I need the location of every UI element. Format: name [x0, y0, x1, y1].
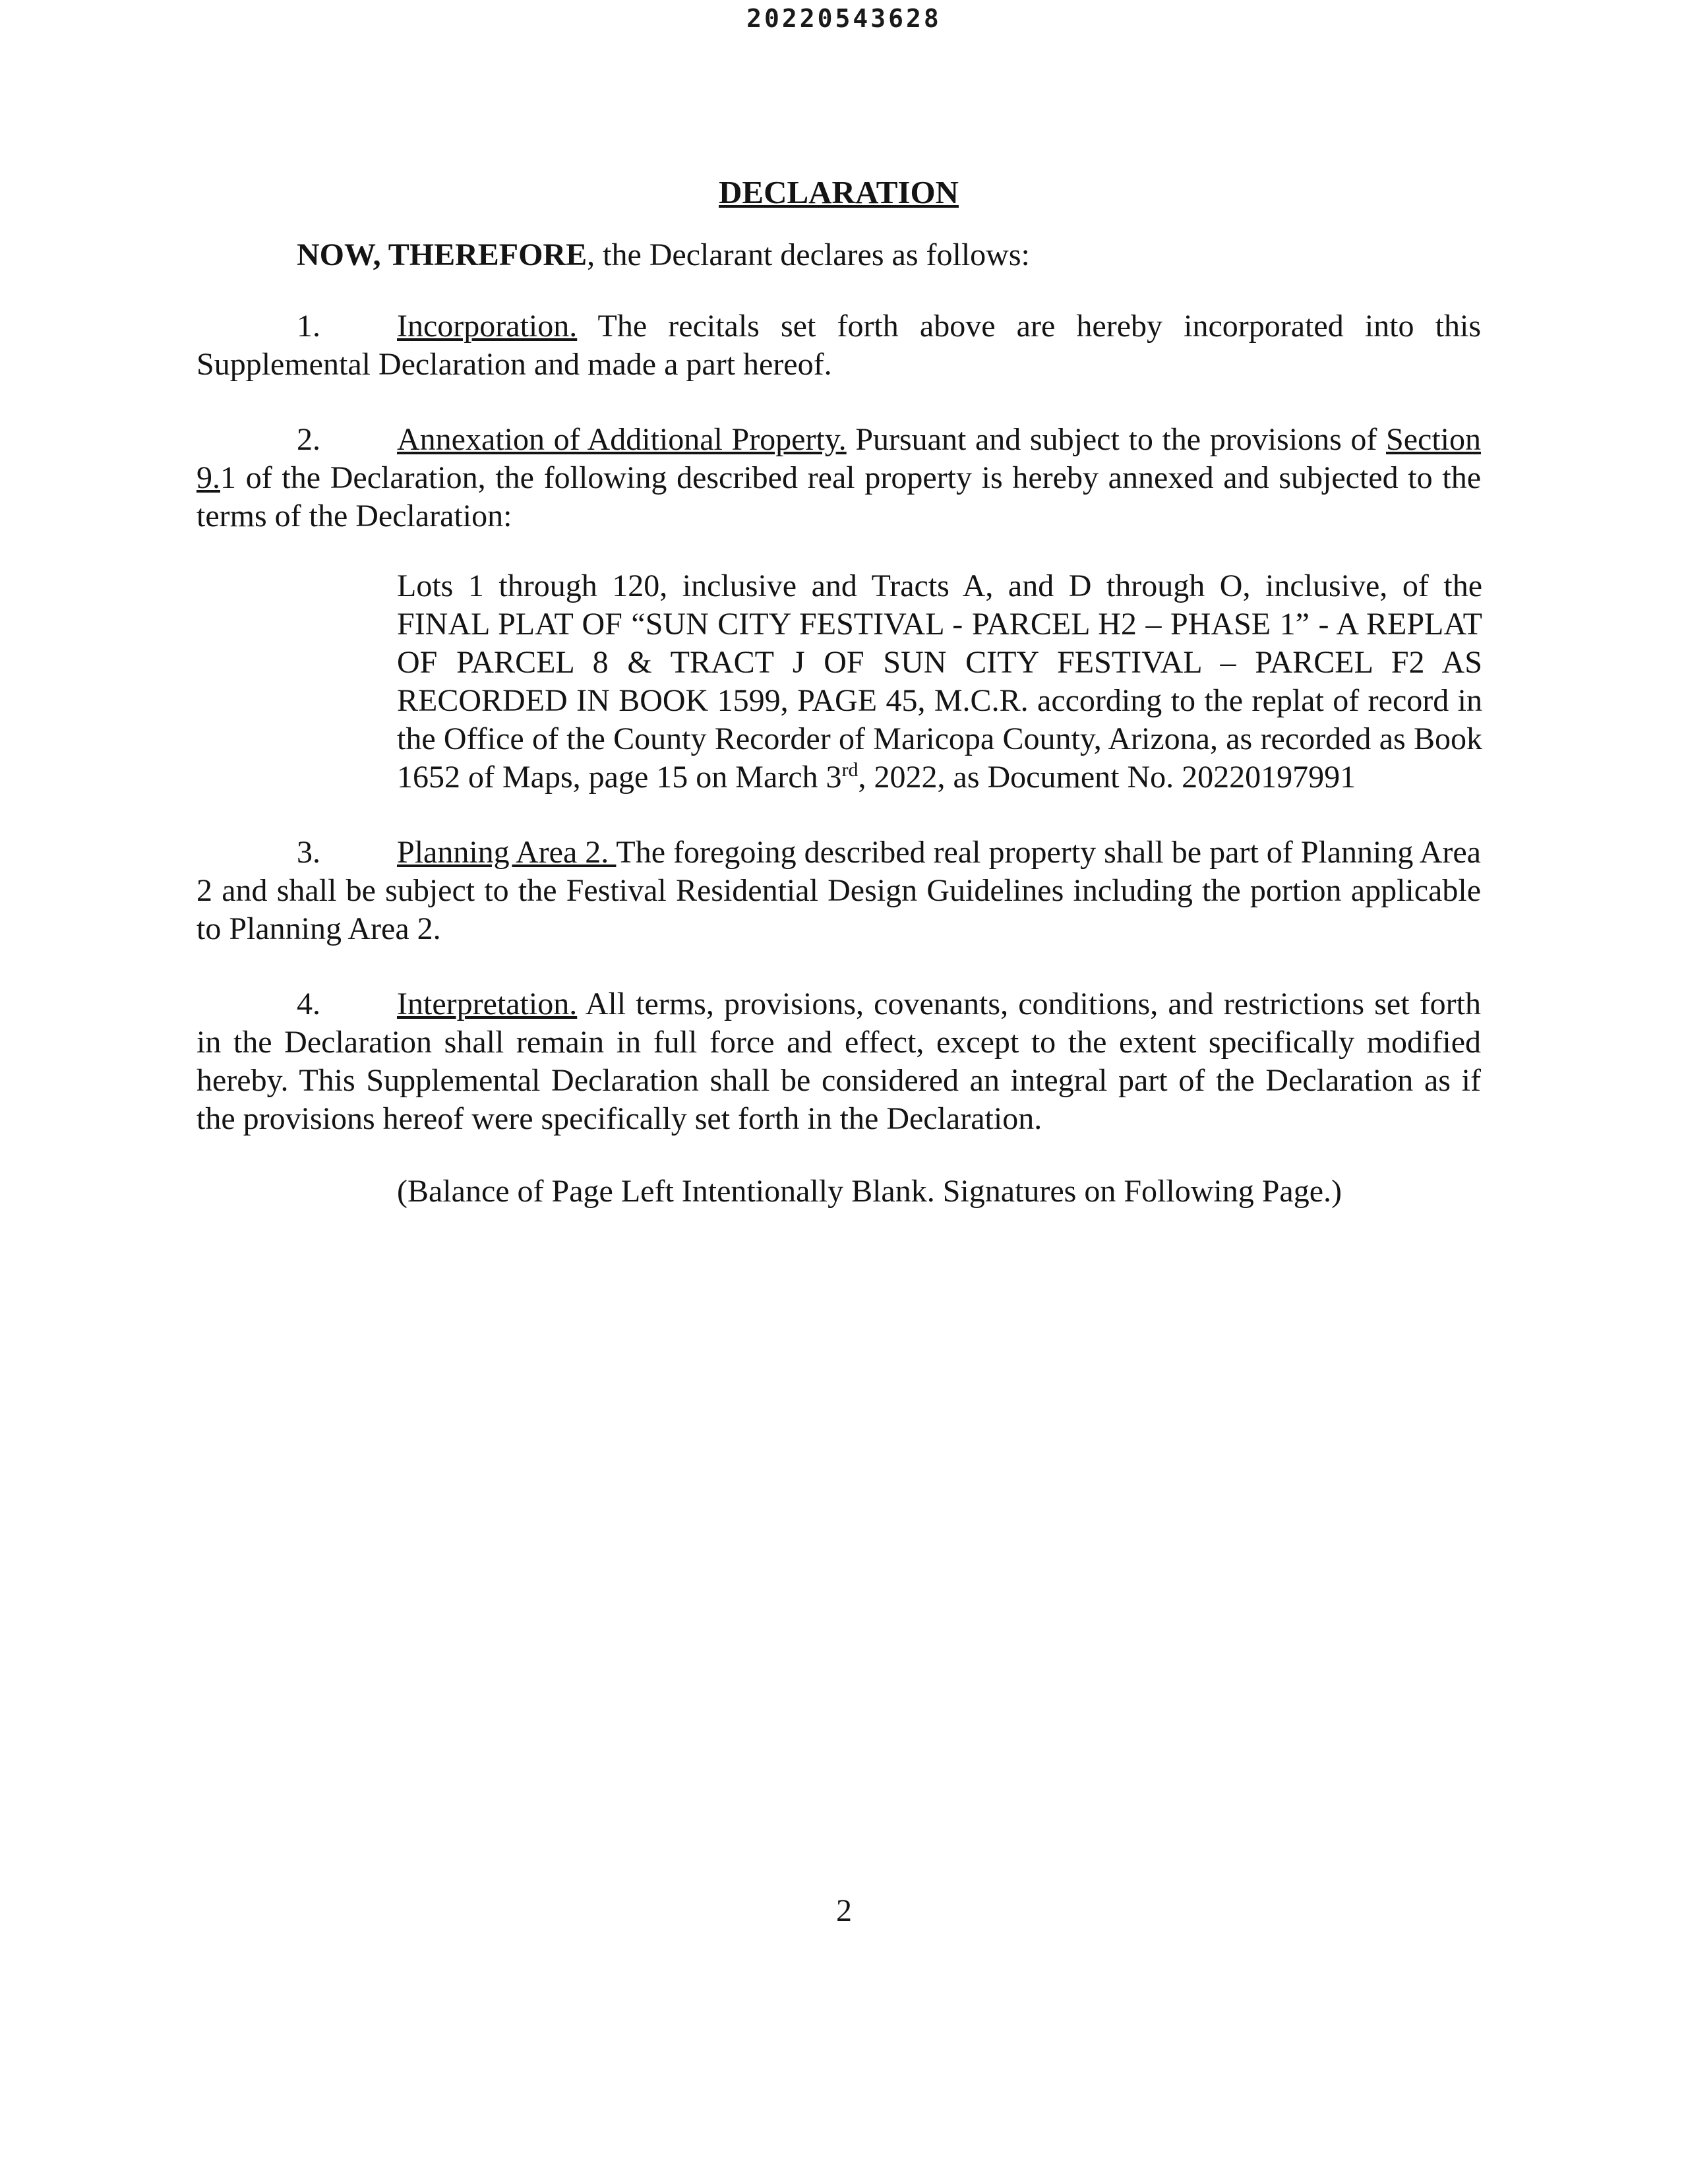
legal-description-superscript: rd: [841, 759, 859, 781]
section-1-number: 1.: [297, 309, 320, 344]
section-4-paragraph: [196, 985, 1481, 1138]
recording-document-number: 20220543628: [746, 4, 942, 33]
legal-description: [397, 567, 1482, 797]
page-number: 2: [836, 1893, 852, 1928]
section-4-title: Interpretation.: [397, 986, 578, 1021]
legal-description-text-end: , 2022, as Document No. 20220197991: [858, 760, 1356, 795]
section-2-paragraph: [196, 421, 1481, 535]
section-2-number: 2.: [297, 422, 320, 457]
intro-bold-text: NOW, THEREFORE: [297, 237, 588, 272]
section-4-text: All terms, provisions, covenants, conditions, and restrictions set forth in the Declaration shall remain in full force and effect, except to the extent specifically modified hereby. This Supplemental Declaration shall be considered an integral part of the Declaration as if the provisions hereof were specifically set forth in the Declaration.: [196, 986, 1481, 1136]
section-1-text: The recitals set forth above are hereby incorporated into this Supplemental Declaration and made a part hereof.: [196, 309, 1481, 382]
section-2-text-b: 1 of the Declaration, the following described real property is hereby annexed and subjected to the terms of the Declaration:: [196, 460, 1481, 533]
section-1-title: Incorporation.: [397, 309, 578, 344]
section-4-number: 4.: [297, 986, 320, 1021]
balance-note: (Balance of Page Left Intentionally Blank. Signatures on Following Page.): [397, 1174, 1342, 1209]
section-1-paragraph: [196, 307, 1481, 384]
section-3-number: 3.: [297, 835, 320, 870]
section-2-text-a: Pursuant and subject to the provisions of: [846, 422, 1387, 457]
section-3-text: The foregoing described real property shall be part of Planning Area 2 and shall be subject to the Festival Residential Design Guidelines including the portion applicable to Planning Area 2.: [196, 835, 1481, 946]
section-reference: Section 9.: [196, 422, 1481, 495]
document-body: [196, 173, 1481, 1211]
page-title: DECLARATION: [719, 174, 959, 210]
intro-text: , the Declarant declares as follows:: [587, 237, 1030, 272]
section-3-paragraph: [196, 834, 1481, 948]
intro-paragraph: [196, 236, 1481, 274]
section-2-title: Annexation of Additional Property.: [397, 422, 847, 457]
section-3-title: Planning Area 2.: [397, 835, 617, 870]
legal-description-text: Lots 1 through 120, inclusive and Tracts A, and D through O, inclusive, of the FINAL PLAT OF “SUN CITY FESTIVAL - PARCEL H2 – PHASE 1” - A REPLAT OF PARCEL 8 & TRACT J OF SUN CITY FESTIVAL – PARCEL F2 AS RECORDED IN BOOK 1599, PAGE 45, M.C.R. according to the replat of record in the Office of the County Recorder of Maricopa County, Arizona, as recorded as Book 1652 of Maps, page 15 on March 3: [397, 568, 1482, 795]
